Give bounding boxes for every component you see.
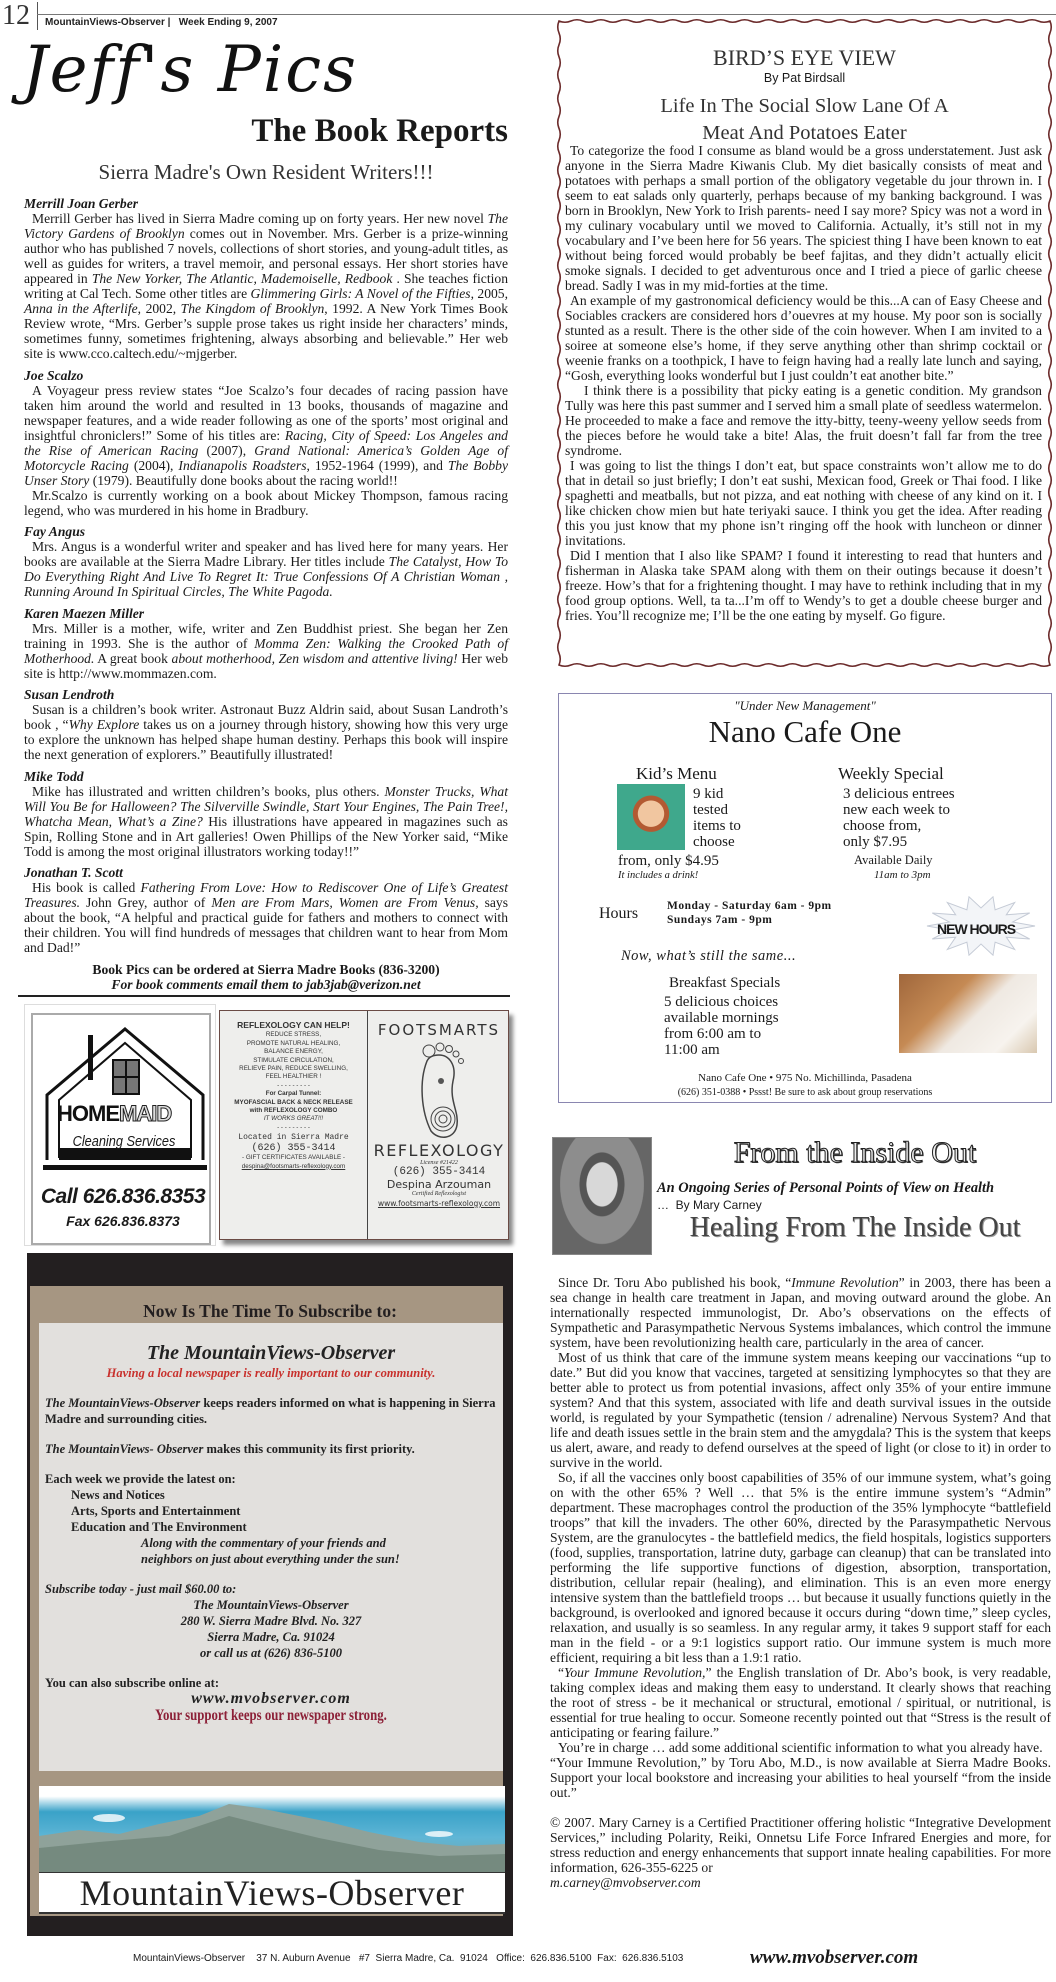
writer-paragraph: [24, 621, 508, 681]
support-slogan: Your support keeps our newspaper strong.: [155, 1707, 387, 1724]
subscribe-paragraph: [45, 1395, 497, 1427]
text-segment: takes us on a journey through history, showing how this very urge to explore the unknown has helped shape human destiny. Perhaps this book will inspire the next generation of explorers.” Beautifully illustrated!: [24, 717, 508, 762]
text-segment: ” in 2003, there has been a sea change in health care treatment in Japan, and moving outward around the globe. An internationally respected immunologist, Dr. Abo’s observations on the effects of Sympathetic and Parasympathetic Nervous Systems imbalances, which control the immune system, have been revolutionizing health care, particularly in the area of cancer.: [550, 1275, 1051, 1350]
homemaid-fax: Fax 626.836.8373: [66, 1213, 180, 1229]
writers-list: [24, 196, 508, 955]
text-segment: Mr.Scalzo is currently working on a book about Mickey Thompson, famous racing legend, who was murdered in his home in Bradbury.: [24, 487, 508, 518]
paragraph: [550, 1350, 1051, 1470]
weekly-special-line: choose from,: [843, 818, 922, 834]
hours-label: Hours: [599, 905, 639, 922]
text-segment: , 1952-1964 (1999), and: [306, 457, 448, 473]
online-intro: You can also subscribe online at:: [45, 1676, 219, 1690]
commentary-line: Along with the commentary of your friends and: [141, 1536, 386, 1550]
headline-line: Meat And Potatoes Eater: [702, 122, 907, 144]
text-segment: , 2005,: [470, 286, 509, 301]
text-segment: His book is called: [32, 880, 141, 895]
headline-line: Life In The Social Slow Lane Of A: [660, 95, 949, 117]
order-line: Book Pics can be ordered at Sierra Madre Books (836-3200): [92, 961, 440, 977]
italic-title: Grand National: America’s Golden Age of Motorcycle Racing: [24, 442, 508, 473]
italic-title: Monster Trucks, What Will You Be for Halloween? The Silverville Swindle, Start Your Engines, The Pain Tree!, Whatcha Mean, What’s a Zine?: [24, 783, 509, 829]
writer-entry: [24, 606, 508, 681]
footer-info: MountainViews-Observer 37 N. Auburn Avenue #7 Sierra Madre, Ca. 91024 Office: 626.836.5100 Fax: 626.836.5103: [133, 1953, 684, 1964]
text-segment: “: [558, 1665, 565, 1680]
text-segment: Mrs. Angus is a wonderful writer and speaker and has lived here for many years. Her books are available at the Sierra Madre Library. Her titles include: [24, 539, 508, 569]
paragraph-text: makes this community its first priority.: [203, 1442, 415, 1456]
text-segment: Her web site is http://www.mommazen.com.: [24, 650, 508, 681]
address-line-list: [45, 1597, 497, 1661]
breakfast-photo: [899, 974, 1037, 1053]
kids-menu-line: choose: [693, 834, 735, 850]
subscribe-website-link[interactable]: www.mvobserver.com: [191, 1690, 351, 1707]
series-title: From the Inside Out: [733, 1136, 977, 1169]
topic-item: Education and The Environment: [71, 1520, 247, 1534]
text-segment: , 2002,: [137, 301, 181, 316]
benefit-line: RELIEVE PAIN, REDUCE SWELLING,: [239, 1065, 348, 1073]
text-segment: . She teaches fiction writing at Cal Tech. Some other titles are: [24, 271, 508, 301]
writer-entry: [24, 865, 508, 955]
footsmarts-phone: (626) 355-3414: [392, 1166, 486, 1178]
writer-name: Joe Scalzo: [24, 367, 84, 383]
byline: By Pat Birdsall: [763, 71, 846, 85]
new-hours-badge: NEW HOURS: [937, 921, 1016, 937]
series-subtitle: An Ongoing Series of Personal Points of View on Health: [657, 1180, 995, 1196]
italic-title: The Kingdom of Brooklyn: [180, 301, 325, 316]
page-number: 12: [2, 0, 30, 31]
breakfast-line: from 6:00 am to: [664, 1026, 762, 1042]
kid-photo: [617, 784, 685, 850]
weekly-special-line: 3 delicious entrees: [843, 786, 955, 802]
text-segment: John Grey, author of: [80, 895, 212, 910]
italic-title: The Catalyst, How To Do Everything Right And Live To Regret It: True Confessions Of A Christian Woman , Running Around In Spiritual Circles, The White Pagoda.: [24, 554, 509, 599]
subscribe-ad[interactable]: [27, 1253, 513, 1936]
text-segment: Most of us think that care of the immune system means keeping our vaccinations “up to date.” But did you know that vaccines, targeted at sensitizing lymphocytes so that they are better able to protect us from potential invasions, affect only 35% of your entire immune system? And that this system, associated with life and death survival issues in the outside world, is regulated by your Sympathetic (tension / adrenaline) Nervous System? And that life and death issues settle in the brain stem and the amygdala? This is the system that keeps us alert, aware, and ready to defend ourselves at the speed of light (or close to it) in order to survive in the world.: [550, 1350, 1051, 1470]
column-rule: [18, 995, 510, 997]
reflexology-benefits: [220, 1011, 367, 1239]
writer-name: Merrill Joan Gerber: [24, 196, 139, 211]
divider: - - - - - - - - -: [277, 1123, 310, 1131]
text-segment: A Voyageur press review states “Joe Scalzo’s four decades of racing passion have taken him around the world and resulted in 13 books, thousands of magazine and newspaper features, and a wide reader following as one of the sports’ most original and insightful chroniclers!” Some of his titles are:: [24, 382, 508, 443]
text-segment: , 1992. A New York Times Book Review wrote, “Mrs. Gerber’s supple prose takes us right inside her characters’ minds, sometimes funny, sometimes frightening, always absorbing and believable.” Her web site is www.cco.caltech.edu/~mjgerber.: [24, 301, 508, 361]
paragraph: I think there is a possibility that picky eating is a genetic condition. My grandson Tully was here this past summer and I served him a small plate of seedless watermelon. He proceeded to make a face and remove the itty-bitty, teeny-weeny yellow seeds from the pieces before he would take a bite! Alas, the fruit doesn’t fall far from the tree syndrome.: [565, 383, 1046, 458]
benefit-line: PROMOTE NATURAL HEALING,: [246, 1039, 341, 1047]
reflexology-headline: REFLEXOLOGY CAN HELP!: [237, 1020, 350, 1030]
italic-title: Fathering From Love: How to Rediscover One of Life’s Greatest Treasures.: [24, 880, 508, 910]
italic-title: Men are From Mars, Women are From Venus,: [211, 895, 479, 910]
column-title: BIRD’S EYE VIEW: [713, 45, 896, 70]
carpal-line-list: [220, 1099, 367, 1116]
weekly-special-line: new each week to: [843, 802, 951, 818]
logo-maid: MAID: [119, 1101, 172, 1126]
still-the-same: Now, what’s still the same...: [621, 948, 797, 964]
weekly-special-line-list: [843, 786, 955, 850]
subscribe-paragraph: [45, 1441, 497, 1457]
address-line: Sierra Madre, Ca. 91024: [207, 1630, 335, 1644]
breakfast-line: available mornings: [664, 1010, 779, 1026]
benefit-line: FEEL HEALTHIER !: [265, 1073, 322, 1081]
house-icon: [33, 1015, 213, 1180]
benefit-line: BALANCE ENERGY,: [264, 1048, 323, 1056]
text-segment: ” the English translation of Dr. Abo’s book, is very readable, taking complex ideas and making them easy to understand. It clearly shows that reaching the root of stress - be it mechanical or structural, emotional / spiritual, or nutritional, is essential for true healing to occur. Someone recently pointed out that “Stress is the result of anticipating or fearing failure.”: [550, 1665, 1051, 1740]
masthead-logo: MountainViews-Observer: [39, 1872, 505, 1914]
footsmarts-website-link[interactable]: www.footsmarts-reflexology.com: [377, 1199, 501, 1208]
nano-cafe-ad[interactable]: [558, 693, 1052, 1103]
text-segment: (2004),: [128, 457, 179, 473]
breakfast-line: 11:00 am: [664, 1042, 720, 1058]
writer-paragraph: [24, 539, 508, 599]
paragraphs: [550, 1275, 1051, 1755]
article-headline: [553, 93, 1056, 147]
certification: Certified Reflexologist: [411, 1191, 467, 1197]
latest-intro: Each week we provide the latest on:: [45, 1472, 236, 1486]
topic-item: Arts, Sports and Entertainment: [71, 1504, 241, 1518]
text-segment: says about the book, “A helpful and practical guide for fathers and mothers to connect with their children. You will find hundreds of messages that children want to hear from Mom and Dad!”: [24, 895, 509, 955]
address-line: or call us at (626) 836-5100: [199, 1646, 342, 1660]
writer-entry: [24, 196, 508, 361]
paragraph: [550, 1740, 1051, 1755]
weekly-time: 11am to 3pm: [874, 869, 931, 881]
birds-eye-view-column: [553, 15, 1056, 671]
hours-line: Monday - Saturday 6am - 9pm: [667, 900, 832, 912]
article-body: [565, 143, 1046, 623]
benefit-line-list: [220, 1031, 367, 1081]
commentary-line-list: [45, 1535, 497, 1567]
subscribe-panel: [39, 1323, 503, 1771]
kids-menu-line-list: [693, 786, 741, 850]
under-new-management: "Under New Management": [734, 698, 876, 713]
writer-paragraph: [24, 784, 508, 859]
homemaid-phone: Call 626.836.8353: [40, 1185, 206, 1208]
cafe-phone: (626) 351-0388 • Pssst! Be sure to ask about group reservations: [677, 1087, 933, 1098]
italic-title: Your Immune Revolution,: [564, 1665, 706, 1680]
italic-title: The Victory Gardens of Brooklyn: [24, 211, 508, 241]
resident-writers-tagline: Sierra Madre's Own Resident Writers!!!: [98, 160, 434, 184]
paragraph: I was going to list the things I don’t eat, but space constraints won’t allow me to do that in detail so just briefly; I don’t eat sushi, Mexican food, Greek or Thai food. I like spaghetti and meatballs, but not pizza, and eat nothing with cheese of any kind on it. I like chicken chow mien but hate teriyaki sauce. I think you get the idea. After reading this you just know that my phone isn’t ringing off the hook with luncheon or dinner invitations.: [565, 458, 1042, 548]
byline: … By Mary Carney: [657, 1198, 762, 1212]
italic-title: Indianapolis Roadsters: [178, 457, 307, 473]
italic-title: Glimmering Girls: A Novel of the Fifties: [250, 286, 471, 301]
writer-name: Fay Angus: [24, 524, 86, 539]
cleaning-services-label: Cleaning Services: [72, 1133, 176, 1150]
carpal-title: For Carpal Tunnel:: [265, 1090, 322, 1098]
kids-menu-line: 9 kid: [693, 786, 724, 802]
comments-email-line: For book comments email them to jab3jab@verizon.net: [111, 976, 421, 992]
paragraph: [550, 1275, 1051, 1350]
location: Located in Sierra Madre: [238, 1133, 349, 1143]
reflexology-label: REFLEXOLOGY: [373, 1141, 505, 1160]
homemaid-ad-frame: [31, 1013, 211, 1245]
paragraph: To categorize the food I consume as bland would be a gross understatement. Just ask anyone in the Sierra Madre Kiwanis Club. My diet basically consists of meat and potatoes with perhaps a small portion of the obligatory vegetable du jour thrown in. I seem to eat salads only quarterly, perhaps because of my banking background. I was born in Brooklyn, New York to Irish parents- need I say more? Spicy was not a word in my culinary vocabulary until we moved to California. Actually, it’s still not in my vocabulary and I’ve been here for 56 years. The spiciest thing I have been known to eat without being forced would probably be beef fajitas, and they didn’t actually elicit smoke signals. I decided to get adventurous once and I tried a piece of garlic cheese bread. Sadly I was in my mid-forties at the time.: [565, 143, 1042, 293]
header-divider: [37, 2, 38, 30]
paragraph: Did I mention that I also like SPAM? I found it interesting to read that hunters and fisherman in Alaska take SPAM along with them on their outings because it doesn’t freeze. How’s that for a frightening thought. I may have to rethink including that in my food group options. Well, ta ta...I’m off to Wendy’s to get a double cheese burger and fries. You’ll recognize me; I’ll be the one eating by myself. Go figure.: [565, 548, 1042, 623]
license-number: License #21422: [420, 1160, 458, 1166]
kids-note: It includes a drink!: [618, 870, 699, 881]
text-segment: A great book: [94, 650, 172, 666]
benefit-line: STIMULATE CIRCULATION,: [253, 1056, 334, 1064]
breakfast-line: 5 delicious choices: [664, 994, 779, 1010]
text-segment: Mike has illustrated and written children’s books, plus others.: [32, 783, 385, 799]
breakfast-line-list: [664, 994, 779, 1058]
writer-entry: [24, 769, 508, 859]
cafe-address: Nano Cafe One • 975 No. Michillinda, Pasadena: [698, 1072, 912, 1084]
writer-paragraph: [24, 488, 508, 518]
phone: (626) 355-3414: [251, 1143, 336, 1155]
author-bio: © 2007. Mary Carney is a Certified Practitioner offering holistic “Integrative Development Services,” including Polarity, Reiki, Onnetsu Life Force Infrared Energies and more, for stress reduction and energy enhancements that support innate healing capabilities. For more information, 626-355-6225 or: [550, 1815, 1051, 1875]
text-segment: Susan is a children’s book writer. Astronaut Buzz Aldrin said, about Susan Landroth’s book , “: [24, 702, 508, 732]
mail-instructions: Subscribe today - just mail $60.00 to:: [45, 1582, 237, 1596]
health-article-body: [550, 1275, 1051, 1890]
text-segment: You’re in charge … add some additional scientific information to what you already have.: [558, 1740, 1043, 1755]
writer-paragraph: [24, 383, 508, 488]
subscribe-heading: Now Is The Time To Subscribe to:: [143, 1301, 397, 1321]
writer-name: Mike Todd: [24, 768, 84, 784]
kids-menu-line: items to: [693, 818, 741, 834]
author-email-link[interactable]: m.carney@mvobserver.com: [550, 1875, 701, 1890]
hours-line-list: [667, 899, 832, 927]
writer-paragraph: [24, 702, 508, 762]
closing-paragraph: “Your Immune Revolution,” by Toru Abo, M.D., is now available at Sierra Madre Books. Support your local bookstore and increasing your abilities to heal yourself “from the inside out.”: [550, 1755, 1051, 1800]
topic-item: News and Notices: [71, 1488, 165, 1502]
text-segment: Since Dr. Toru Abo published his book, “: [558, 1275, 792, 1290]
book-reports-subtitle: The Book Reports: [251, 113, 508, 149]
cafe-name: Nano Cafe One: [708, 714, 902, 749]
weekly-special-line: only $7.95: [843, 834, 908, 850]
weekly-special-title: Weekly Special: [838, 764, 944, 783]
kids-menu-line: tested: [693, 802, 728, 818]
homemaid-logo: [57, 1101, 171, 1127]
italic-title: Momma Zen: Walking the Crooked Path of Motherhood.: [24, 635, 509, 666]
italic-title: Immune Revolution: [791, 1275, 899, 1290]
text-segment: Mrs. Miller is a mother, wife, writer and Zen Buddhist priest. She began her Zen training in 1993. She is the author of: [24, 620, 508, 651]
footsmarts-brand: FOOTSMARTS: [377, 1021, 501, 1039]
topic-item-list: [45, 1487, 497, 1535]
jeffs-pics-title: Jeff's Pics: [22, 33, 358, 107]
carpal-line: MYOFASCIAL BACK & NECK RELEASE: [234, 1098, 353, 1106]
divider: - - - - - - - - -: [277, 1081, 310, 1089]
paragraph: [550, 1470, 1051, 1665]
homemaid-ad[interactable]: [24, 1004, 216, 1246]
paragraph-text: keeps readers informed on what is happening in Sierra Madre and surrounding cities.: [45, 1396, 496, 1426]
writer-name: Susan Lendroth: [24, 687, 115, 702]
writer-entry: [24, 368, 508, 518]
paragraph: [550, 1665, 1051, 1740]
paper-name: The MountainViews-Observer: [146, 1342, 396, 1364]
paper-name-inline: The MountainViews-Observer: [45, 1396, 201, 1410]
text-segment: (1979). Beautifully done books about the racing world!!: [89, 472, 398, 488]
italic-title: Why Explore: [68, 717, 140, 732]
text-segment: So, if all the vaccines only boost capabilities of 35% of our immune system, what’s going on with the other 65% ? Well … that 5% is the entire immune system’s “Admin” department. These macrophages control the production of the 35% lymphocyte “battlefield troops” that kill the invaders. The other 60%, directed by the Parasympathetic Nervous System, are the granulocytes - the battlefield medics, the field hospitals, logistics supporters (food, supplies, transportation, latrine duty, garbage can cleanup) that can be translated into performing the life supportive functions of digestion, absorption, transportation, distribution, cellular repair (healing), and elimination. This is an even more energy intensive system than the battlefield troops … but because it usually functions quietly in the background, is overlooked and ignored because it occurs during “down time,” sleep cycles, relaxation, and usually is so seamless. In any regular army, it takes 9 support staff for each man in the field - or a 9:1 logistics support ratio. Our immune system is much more efficient, requiring a bit less than a 1.9:1 ratio.: [550, 1470, 1051, 1665]
writer-paragraph: [24, 880, 508, 955]
footsmarts-card: [368, 1011, 510, 1239]
text-segment: His illustrations have appeared in magazines such as Spin, Rolling Stone and in Art galleries! Owen Phillips of the New Yorker said, “Mike Todd is among the most original illustrators working today!!”: [24, 813, 508, 859]
subscribe-tagline: Having a local newspaper is really important to our community.: [106, 1366, 436, 1380]
hours-line: Sundays 7am - 9pm: [667, 914, 773, 926]
paper-name-inline: The MountainViews- Observer: [45, 1442, 204, 1456]
text-segment: (2007),: [198, 442, 255, 458]
weekly-availability: Available Daily: [854, 853, 933, 867]
kids-menu-title: Kid’s Menu: [636, 764, 717, 783]
kids-price: from, only $4.95: [618, 853, 719, 869]
italic-title: Racing, City of Speed: Los Angeles and the Rise of American Racing: [24, 427, 508, 458]
italic-title: The Bobby Unser Story: [24, 457, 508, 488]
article-headline: Healing From The Inside Out: [689, 1212, 1021, 1243]
footer-website-link[interactable]: www.mvobserver.com: [750, 1947, 919, 1968]
italic-title: The New Yorker, The Atlantic, Mademoiselle, Redbook: [91, 271, 393, 286]
address-line: The MountainViews-Observer: [193, 1598, 349, 1612]
commentary-line: neighbors on just about everything under the sun!: [141, 1552, 400, 1566]
paragraph: An example of my gastronomical deficiency would be this...A can of Easy Cheese and Sociables crackers are considered hors d’ouevres at my house. My poor son is socially stunted as a result. There is the other side of the coin however. When I am invited to a soiree at someone else’s home, if they serve anything other than shrimp cocktail or weenie franks on a toothpick, I have to feign having had a really late lunch and saying, “Gosh, everything looks wonderful but I just couldn’t eat another bite.”: [565, 293, 1042, 383]
writer-entry: [24, 687, 508, 762]
benefit-line: REDUCE STRESS,: [265, 1031, 322, 1039]
italic-title: about motherhood, Zen wisdom and attentive living!: [171, 650, 458, 666]
masthead-line: MountainViews-Observer | Week Ending 9, 2007: [45, 17, 278, 28]
foot-icon: [409, 1041, 469, 1141]
writer-entry: [24, 524, 508, 599]
book-reports-column: [24, 196, 508, 992]
gift-certificates: - GIFT CERTIFICATES AVAILABLE -: [242, 1154, 345, 1162]
author-photo: [552, 1137, 652, 1255]
italic-title: Anna in the Afterlife: [24, 301, 138, 316]
text-segment: comes out in November. Mrs. Gerber is a prize-winning author who has published 7 novels, collections of short stories, and young-adult titles, as well as guides for writers, a travel memoir, and personal essays. Her short stories have appeared in: [24, 226, 508, 286]
works-great: IT WORKS GREAT!!!: [263, 1115, 324, 1123]
writer-name: Jonathan T. Scott: [24, 865, 123, 880]
text-segment: Merrill Gerber has lived in Sierra Madre coming up on forty years. Her new novel: [32, 211, 488, 226]
address-line: 280 W. Sierra Madre Blvd. No. 327: [180, 1614, 362, 1628]
breakfast-title: Breakfast Specials: [669, 975, 781, 991]
email-link[interactable]: despina@footsmarts-reflexology.com: [241, 1162, 346, 1170]
practitioner-name: Despina Arzouman: [386, 1178, 492, 1191]
carpal-line: with REFLEXOLOGY COMBO: [249, 1107, 338, 1115]
writer-paragraph: [24, 211, 508, 361]
writer-name: Karen Maezen Miller: [24, 605, 145, 621]
logo-home: HOME: [57, 1101, 119, 1126]
mountain-image: [39, 1786, 505, 1872]
footsmarts-ad[interactable]: [219, 1010, 509, 1240]
